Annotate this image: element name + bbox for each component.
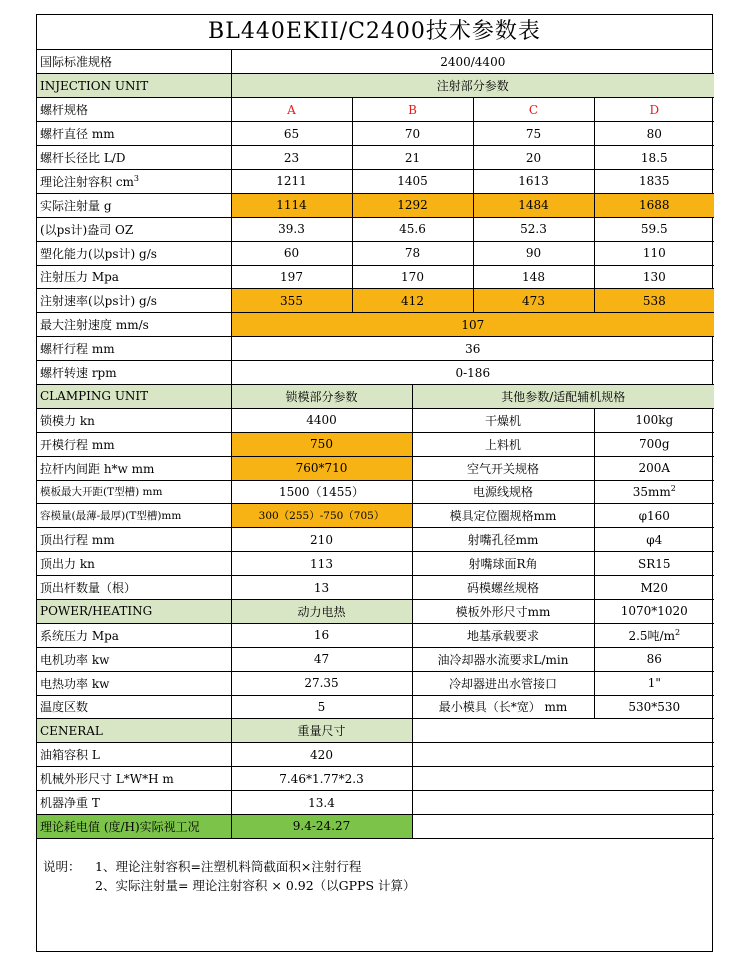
aux-label: 射嘴孔径mm	[412, 528, 594, 552]
cell-c: 75	[473, 122, 594, 146]
clamping-header-en: CLAMPING UNIT	[37, 384, 231, 408]
cell-b: 1292	[352, 193, 473, 217]
aux-label: 最小模具（长*宽） mm	[412, 695, 594, 719]
cell-b: 170	[352, 265, 473, 289]
empty-cell	[412, 815, 714, 839]
row-label: (以ps计)盎司 OZ	[37, 217, 231, 241]
aux-value: 100kg	[594, 408, 714, 432]
rpm-value: 0-186	[231, 361, 714, 385]
row-label: 注射速率(以ps计) g/s	[37, 289, 231, 313]
table-row	[37, 408, 714, 432]
row-label: 螺杆长径比 L/D	[37, 146, 231, 170]
sheet-title: BL440EKII/C2400技术参数表	[37, 15, 712, 50]
row-label: 模板最大开距(T型槽) mm	[37, 480, 231, 504]
table-row	[37, 552, 714, 576]
clamping-header-cn: 锁模部分参数	[231, 384, 412, 408]
cell-a: 39.3	[231, 217, 352, 241]
cell-a: 197	[231, 265, 352, 289]
cell-b: 70	[352, 122, 473, 146]
table-row	[37, 265, 714, 289]
note-line-2: 2、实际注射量= 理论注射容积 × 0.92（以GPPS 计算）	[95, 877, 416, 893]
table-row	[37, 50, 714, 74]
aux-value: 700g	[594, 432, 714, 456]
aux-label: 地基承载要求	[412, 623, 594, 647]
cell-d: 18.5	[594, 146, 714, 170]
aux-label: 模板外形尺寸mm	[412, 599, 594, 623]
row-label: 螺杆直径 mm	[37, 122, 231, 146]
cell-b: 45.6	[352, 217, 473, 241]
row-value: 210	[231, 528, 412, 552]
table-row	[37, 791, 714, 815]
row-label: 螺杆行程 mm	[37, 337, 231, 361]
row-label: 最大注射速度 mm/s	[37, 313, 231, 337]
notes-prefix: 说明：	[43, 858, 81, 874]
section-header-injection	[37, 74, 714, 98]
cell-b: 1405	[352, 169, 473, 193]
cell-d: 538	[594, 289, 714, 313]
superscript: 2	[670, 484, 676, 494]
injection-header-en: INJECTION UNIT	[37, 74, 231, 98]
row-label: 顶出杆数量（根）	[37, 576, 231, 600]
table-row	[37, 480, 714, 504]
aux-label: 射嘴球面R角	[412, 552, 594, 576]
table-row	[37, 337, 714, 361]
cell-a: 1114	[231, 193, 352, 217]
row-label: 顶出行程 mm	[37, 528, 231, 552]
row-value: 5	[231, 695, 412, 719]
row-value: 13.4	[231, 791, 412, 815]
cell-d: 59.5	[594, 217, 714, 241]
table-row	[37, 695, 714, 719]
empty-cell	[412, 719, 714, 743]
screw-spec-c: C	[473, 98, 594, 122]
cell-c: 473	[473, 289, 594, 313]
row-label: 温度区数	[37, 695, 231, 719]
screw-spec-a: A	[231, 98, 352, 122]
aux-label: 冷却器进出水管接口	[412, 671, 594, 695]
aux-label: 上料机	[412, 432, 594, 456]
notes	[37, 839, 712, 895]
section-header-general	[37, 719, 714, 743]
aux-value: M20	[594, 576, 714, 600]
table-row	[37, 146, 714, 170]
aux-value: 530*530	[594, 695, 714, 719]
row-value: 9.4-24.27	[231, 815, 412, 839]
row-value: 13	[231, 576, 412, 600]
table-row	[37, 528, 714, 552]
cell-c: 1613	[473, 169, 594, 193]
row-label: 螺杆转速 rpm	[37, 361, 231, 385]
row-label: 电机功率 kw	[37, 647, 231, 671]
row-value: 113	[231, 552, 412, 576]
row-value: 300（255）-750（705）	[231, 504, 412, 528]
cell-d: 130	[594, 265, 714, 289]
stroke-value: 36	[231, 337, 714, 361]
table-row	[37, 169, 714, 193]
row-label: 容模量(最薄-最厚)(T型槽)mm	[37, 504, 231, 528]
row-label: 理论耗电值 (度/H)实际视工况	[37, 815, 231, 839]
aux-label: 干燥机	[412, 408, 594, 432]
screw-spec-d: D	[594, 98, 714, 122]
empty-cell	[412, 791, 714, 815]
row-value: 750	[231, 432, 412, 456]
table-row	[37, 432, 714, 456]
table-row	[37, 361, 714, 385]
cell-c: 52.3	[473, 217, 594, 241]
superscript: 3	[133, 173, 140, 183]
table-row	[37, 647, 714, 671]
spec-table	[37, 50, 714, 839]
aux-value: $35mm^2$	[594, 480, 714, 504]
empty-cell	[412, 767, 714, 791]
aux-label: 空气开关规格	[412, 456, 594, 480]
table-row	[37, 743, 714, 767]
aux-value: 200A	[594, 456, 714, 480]
cell-b: 412	[352, 289, 473, 313]
cell-a: 60	[231, 241, 352, 265]
table-row	[37, 217, 714, 241]
note-line-1: 1、理论注射容积=注塑机料筒截面积×注射行程	[95, 858, 362, 874]
cell-d: 1688	[594, 193, 714, 217]
row-value: 47	[231, 647, 412, 671]
aux-value: 1070*1020	[594, 599, 714, 623]
row-label: 油箱容积 L	[37, 743, 231, 767]
table-row	[37, 241, 714, 265]
std-label: 国际标准规格	[37, 50, 231, 74]
cell-d: 1835	[594, 169, 714, 193]
row-label: 理论注射容积 $cm^3$	[37, 169, 231, 193]
row-value: 7.46*1.77*2.3	[231, 767, 412, 791]
table-row	[37, 98, 714, 122]
cell-d: 110	[594, 241, 714, 265]
row-label: 系统压力 Mpa	[37, 623, 231, 647]
table-row	[37, 456, 714, 480]
table-row	[37, 767, 714, 791]
table-row	[37, 671, 714, 695]
screw-spec-label: 螺杆规格	[37, 98, 231, 122]
table-row	[37, 623, 714, 647]
aux-value: 1"	[594, 671, 714, 695]
row-label: 机械外形尺寸 L*W*H m	[37, 767, 231, 791]
row-label: 实际注射量 g	[37, 193, 231, 217]
general-header-en: CENERAL	[37, 719, 231, 743]
aux-label: 码模螺丝规格	[412, 576, 594, 600]
aux-value: φ4	[594, 528, 714, 552]
aux-value: SR15	[594, 552, 714, 576]
row-value: 4400	[231, 408, 412, 432]
aux-value: 2.5吨$/m^2$	[594, 623, 714, 647]
section-header-clamping	[37, 384, 714, 408]
row-label: 拉杆内间距 h*w mm	[37, 456, 231, 480]
cell-c: 90	[473, 241, 594, 265]
table-row	[37, 504, 714, 528]
row-label: 机器净重 T	[37, 791, 231, 815]
cell-d: 80	[594, 122, 714, 146]
row-value: 27.35	[231, 671, 412, 695]
cell-c: 1484	[473, 193, 594, 217]
empty-cell	[412, 743, 714, 767]
aux-label: 电源线规格	[412, 480, 594, 504]
row-value: 1500（1455）	[231, 480, 412, 504]
cell-b: 78	[352, 241, 473, 265]
row-value: 16	[231, 623, 412, 647]
aux-value: φ160	[594, 504, 714, 528]
screw-spec-b: B	[352, 98, 473, 122]
row-label: 注射压力 Mpa	[37, 265, 231, 289]
row-value: 760*710	[231, 456, 412, 480]
table-row	[37, 289, 714, 313]
table-row	[37, 122, 714, 146]
cell-a: 23	[231, 146, 352, 170]
row-label: 电热功率 kw	[37, 671, 231, 695]
section-header-power	[37, 599, 714, 623]
aux-value: 86	[594, 647, 714, 671]
aux-header: 其他参数/适配辅机规格	[412, 384, 714, 408]
power-header-en: POWER/HEATING	[37, 599, 231, 623]
cell-c: 148	[473, 265, 594, 289]
superscript: 2	[674, 627, 681, 637]
max-speed-value: 107	[231, 313, 714, 337]
row-label: 锁模力 kn	[37, 408, 231, 432]
row-label: 开模行程 mm	[37, 432, 231, 456]
table-row	[37, 313, 714, 337]
cell-a: 65	[231, 122, 352, 146]
row-label: 顶出力 kn	[37, 552, 231, 576]
cell-a: 1211	[231, 169, 352, 193]
table-row	[37, 815, 714, 839]
table-row	[37, 193, 714, 217]
row-label: 塑化能力(以ps计) g/s	[37, 241, 231, 265]
cell-b: 21	[352, 146, 473, 170]
std-value: 2400/4400	[231, 50, 714, 74]
cell-c: 20	[473, 146, 594, 170]
general-header-cn: 重量尺寸	[231, 719, 412, 743]
injection-header-cn: 注射部分参数	[231, 74, 714, 98]
row-value: 420	[231, 743, 412, 767]
aux-label: 油冷却器水流要求L/min	[412, 647, 594, 671]
aux-label: 模具定位圈规格mm	[412, 504, 594, 528]
spec-sheet	[36, 14, 713, 952]
cell-a: 355	[231, 289, 352, 313]
table-row	[37, 576, 714, 600]
power-header-cn: 动力电热	[231, 599, 412, 623]
